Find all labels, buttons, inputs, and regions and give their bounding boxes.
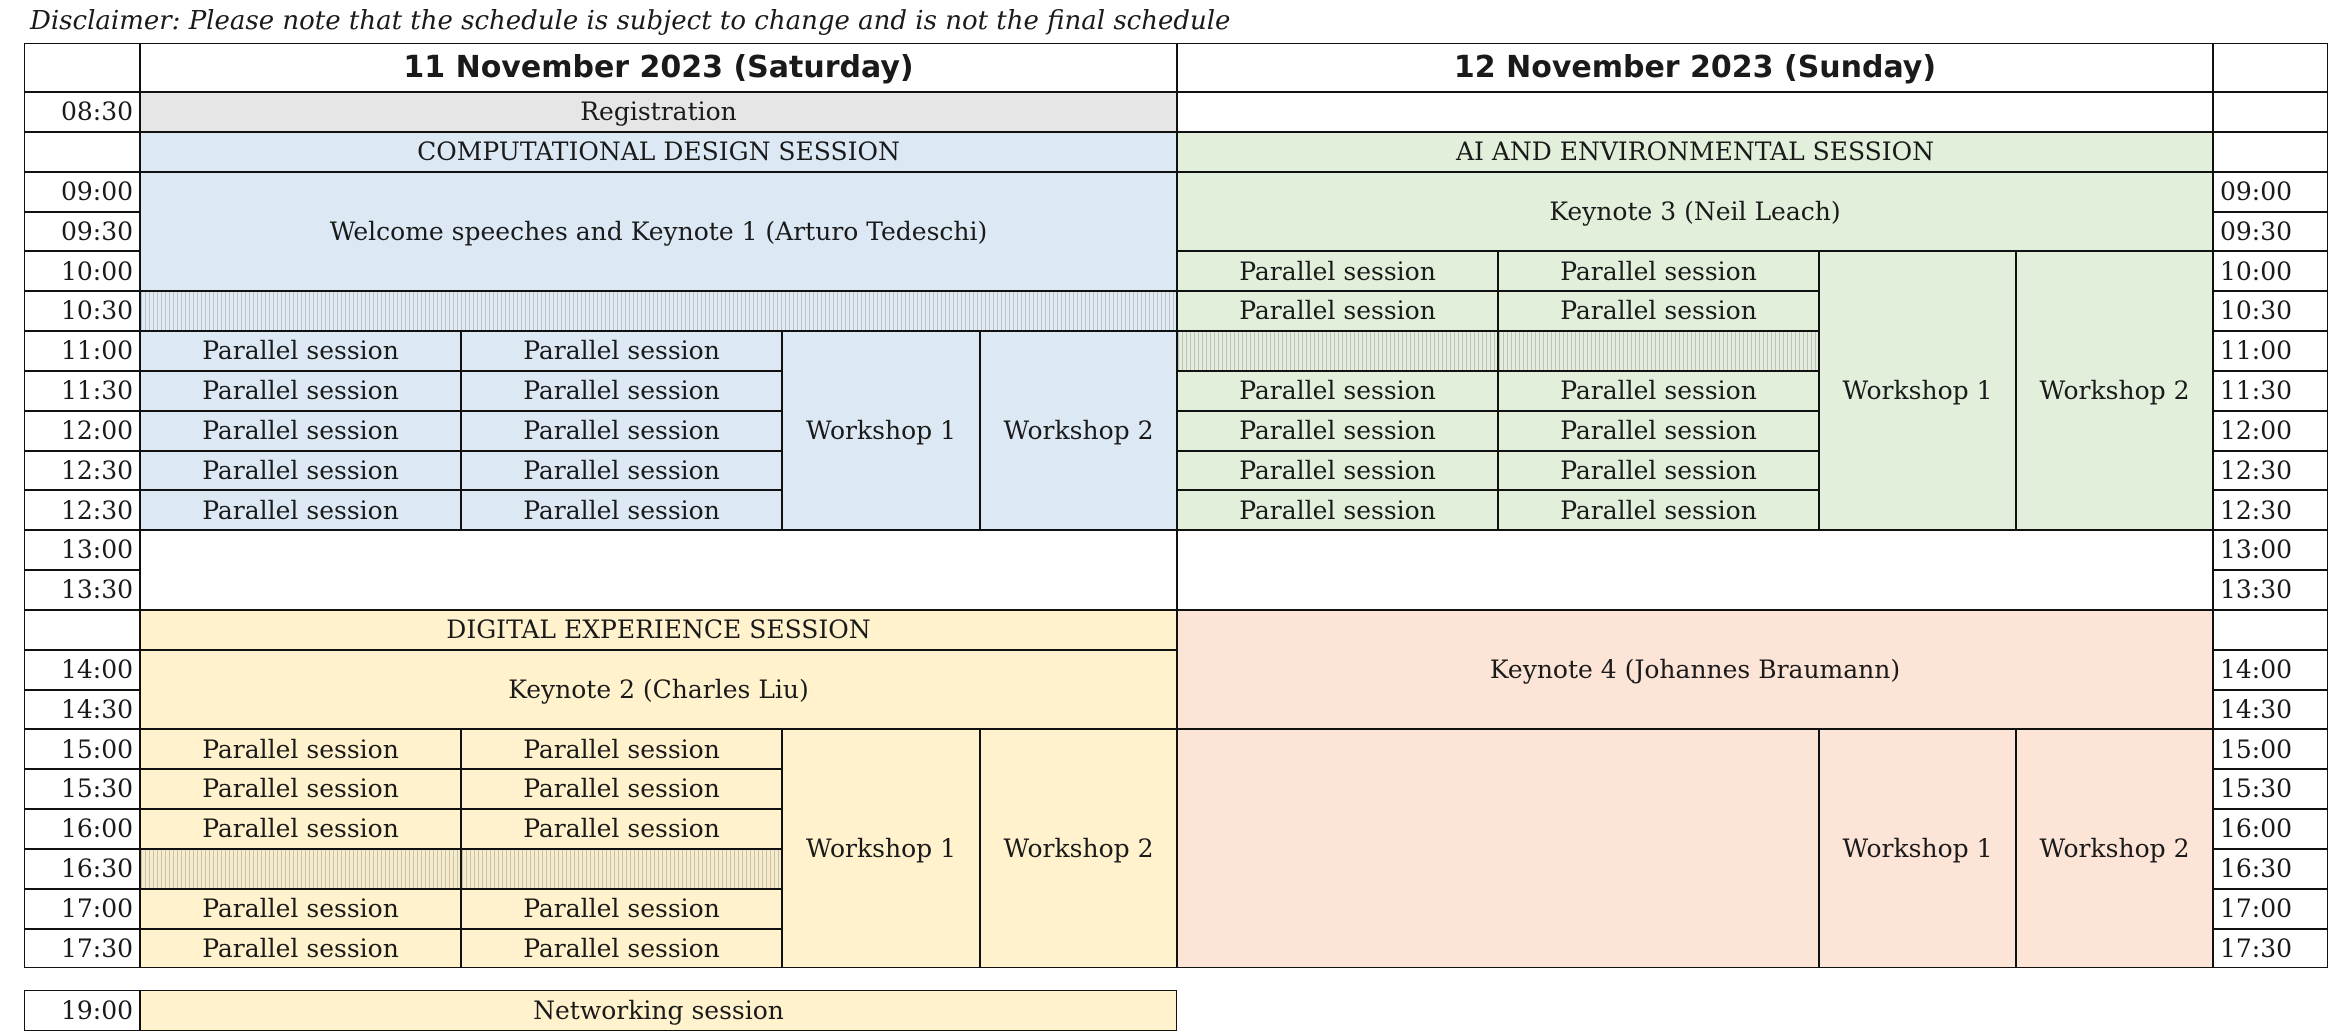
computational-design-session-header: COMPUTATIONAL DESIGN SESSION bbox=[140, 132, 1177, 172]
parallel-session-cell: Parallel session bbox=[1177, 371, 1498, 411]
time-label-right: 10:30 bbox=[2213, 291, 2328, 331]
time-label-right: 16:30 bbox=[2213, 849, 2328, 889]
time-label-right: 15:30 bbox=[2213, 769, 2328, 809]
time-label-right bbox=[2213, 132, 2328, 172]
day-header-saturday: 11 November 2023 (Saturday) bbox=[140, 43, 1177, 92]
parallel-session-cell: Parallel session bbox=[1177, 291, 1498, 331]
time-label-right: 12:30 bbox=[2213, 451, 2328, 491]
time-label-left: 12:30 bbox=[24, 490, 140, 530]
time-label-left: 17:00 bbox=[24, 889, 140, 929]
sunday-registration-empty bbox=[1177, 92, 2213, 132]
parallel-session-cell: Parallel session bbox=[461, 889, 782, 929]
time-label-left: 15:00 bbox=[24, 729, 140, 769]
parallel-session-cell: Parallel session bbox=[140, 411, 461, 451]
parallel-session-cell: Parallel session bbox=[461, 451, 782, 491]
workshop-1-block: Workshop 1 bbox=[782, 331, 980, 530]
time-label-left: 14:00 bbox=[24, 650, 140, 690]
workshop-1-block: Workshop 1 bbox=[1819, 251, 2016, 530]
parallel-session-cell: Parallel session bbox=[461, 929, 782, 969]
parallel-session-cell: Parallel session bbox=[140, 809, 461, 849]
time-label-right: 09:30 bbox=[2213, 212, 2328, 252]
parallel-session-cell: Parallel session bbox=[1177, 411, 1498, 451]
networking-session-block: Networking session bbox=[140, 990, 1177, 1031]
ai-environmental-session-header: AI AND ENVIRONMENTAL SESSION bbox=[1177, 132, 2213, 172]
time-label-right: 16:00 bbox=[2213, 809, 2328, 849]
parallel-session-cell: Parallel session bbox=[1498, 291, 1819, 331]
time-label-left: 08:30 bbox=[24, 92, 140, 132]
parallel-session-cell: Parallel session bbox=[140, 889, 461, 929]
keynote4-block: Keynote 4 (Johannes Braumann) bbox=[1177, 610, 2213, 730]
disclaimer: Disclaimer: Please note that the schedule is subject to change and is not the final schedule bbox=[30, 6, 1231, 36]
parallel-session-cell: Parallel session bbox=[1498, 411, 1819, 451]
time-label-right: 13:00 bbox=[2213, 530, 2328, 570]
break-block bbox=[1177, 331, 1498, 371]
lunch-gap bbox=[1177, 530, 2213, 610]
parallel-session-cell: Parallel session bbox=[140, 729, 461, 769]
time-label-left: 11:00 bbox=[24, 331, 140, 371]
break-block bbox=[461, 849, 782, 889]
welcome-keynote1-block: Welcome speeches and Keynote 1 (Arturo Tedeschi) bbox=[140, 172, 1177, 292]
workshop-2-block: Workshop 2 bbox=[2016, 251, 2213, 530]
parallel-session-cell: Parallel session bbox=[1498, 451, 1819, 491]
time-label-right: 12:00 bbox=[2213, 411, 2328, 451]
parallel-session-cell: Parallel session bbox=[461, 411, 782, 451]
time-label-right: 13:30 bbox=[2213, 570, 2328, 610]
time-label-right: 10:00 bbox=[2213, 251, 2328, 291]
parallel-session-cell: Parallel session bbox=[140, 451, 461, 491]
workshop-2-block: Workshop 2 bbox=[2016, 729, 2213, 968]
parallel-session-cell: Parallel session bbox=[1177, 451, 1498, 491]
time-label-left: 11:30 bbox=[24, 371, 140, 411]
digital-experience-session-header: DIGITAL EXPERIENCE SESSION bbox=[140, 610, 1177, 650]
time-label-left bbox=[24, 132, 140, 172]
time-label-left: 09:30 bbox=[24, 212, 140, 252]
time-label-right: 14:30 bbox=[2213, 690, 2328, 730]
lunch-gap bbox=[140, 530, 1177, 610]
time-label-left: 10:00 bbox=[24, 251, 140, 291]
parallel-session-cell: Parallel session bbox=[1498, 371, 1819, 411]
sunday-afternoon-open-block bbox=[1177, 729, 1819, 968]
time-label-left bbox=[24, 610, 140, 650]
registration-block: Registration bbox=[140, 92, 1177, 132]
parallel-session-cell: Parallel session bbox=[1498, 251, 1819, 291]
time-label-right: 14:00 bbox=[2213, 650, 2328, 690]
parallel-session-cell: Parallel session bbox=[461, 809, 782, 849]
time-label-left: 14:30 bbox=[24, 690, 140, 730]
time-label-right: 11:30 bbox=[2213, 371, 2328, 411]
time-label-left: 13:30 bbox=[24, 570, 140, 610]
parallel-session-cell: Parallel session bbox=[140, 929, 461, 969]
time-label-right: 11:00 bbox=[2213, 331, 2328, 371]
workshop-2-block: Workshop 2 bbox=[980, 729, 1177, 968]
break-block bbox=[140, 291, 1177, 331]
time-label-left: 16:00 bbox=[24, 809, 140, 849]
time-label-right: 09:00 bbox=[2213, 172, 2328, 212]
time-label-left: 10:30 bbox=[24, 291, 140, 331]
parallel-session-cell: Parallel session bbox=[1498, 490, 1819, 530]
keynote3-block: Keynote 3 (Neil Leach) bbox=[1177, 172, 2213, 252]
parallel-session-cell: Parallel session bbox=[461, 371, 782, 411]
parallel-session-cell: Parallel session bbox=[1177, 251, 1498, 291]
break-block bbox=[1498, 331, 1819, 371]
time-label-left: 09:00 bbox=[24, 172, 140, 212]
header-corner-left bbox=[24, 43, 140, 92]
time-label-left: 12:00 bbox=[24, 411, 140, 451]
time-label-right bbox=[2213, 92, 2328, 132]
time-label-right bbox=[2213, 610, 2328, 650]
parallel-session-cell: Parallel session bbox=[140, 331, 461, 371]
parallel-session-cell: Parallel session bbox=[461, 331, 782, 371]
parallel-session-cell: Parallel session bbox=[140, 371, 461, 411]
parallel-session-cell: Parallel session bbox=[140, 490, 461, 530]
time-label-right: 12:30 bbox=[2213, 490, 2328, 530]
parallel-session-cell: Parallel session bbox=[461, 729, 782, 769]
workshop-2-block: Workshop 2 bbox=[980, 331, 1177, 530]
day-header-sunday: 12 November 2023 (Sunday) bbox=[1177, 43, 2213, 92]
time-label-left: 15:30 bbox=[24, 769, 140, 809]
time-label-right: 17:30 bbox=[2213, 929, 2328, 969]
time-label-right: 17:00 bbox=[2213, 889, 2328, 929]
parallel-session-cell: Parallel session bbox=[461, 769, 782, 809]
break-block bbox=[140, 849, 461, 889]
parallel-session-cell: Parallel session bbox=[461, 490, 782, 530]
parallel-session-cell: Parallel session bbox=[140, 769, 461, 809]
networking-time: 19:00 bbox=[24, 990, 140, 1031]
time-label-left: 16:30 bbox=[24, 849, 140, 889]
workshop-1-block: Workshop 1 bbox=[1819, 729, 2016, 968]
time-label-left: 17:30 bbox=[24, 929, 140, 969]
keynote2-block: Keynote 2 (Charles Liu) bbox=[140, 650, 1177, 730]
time-label-right: 15:00 bbox=[2213, 729, 2328, 769]
header-corner-right bbox=[2213, 43, 2328, 92]
parallel-session-cell: Parallel session bbox=[1177, 490, 1498, 530]
time-label-left: 13:00 bbox=[24, 530, 140, 570]
workshop-1-block: Workshop 1 bbox=[782, 729, 980, 968]
time-label-left: 12:30 bbox=[24, 451, 140, 491]
